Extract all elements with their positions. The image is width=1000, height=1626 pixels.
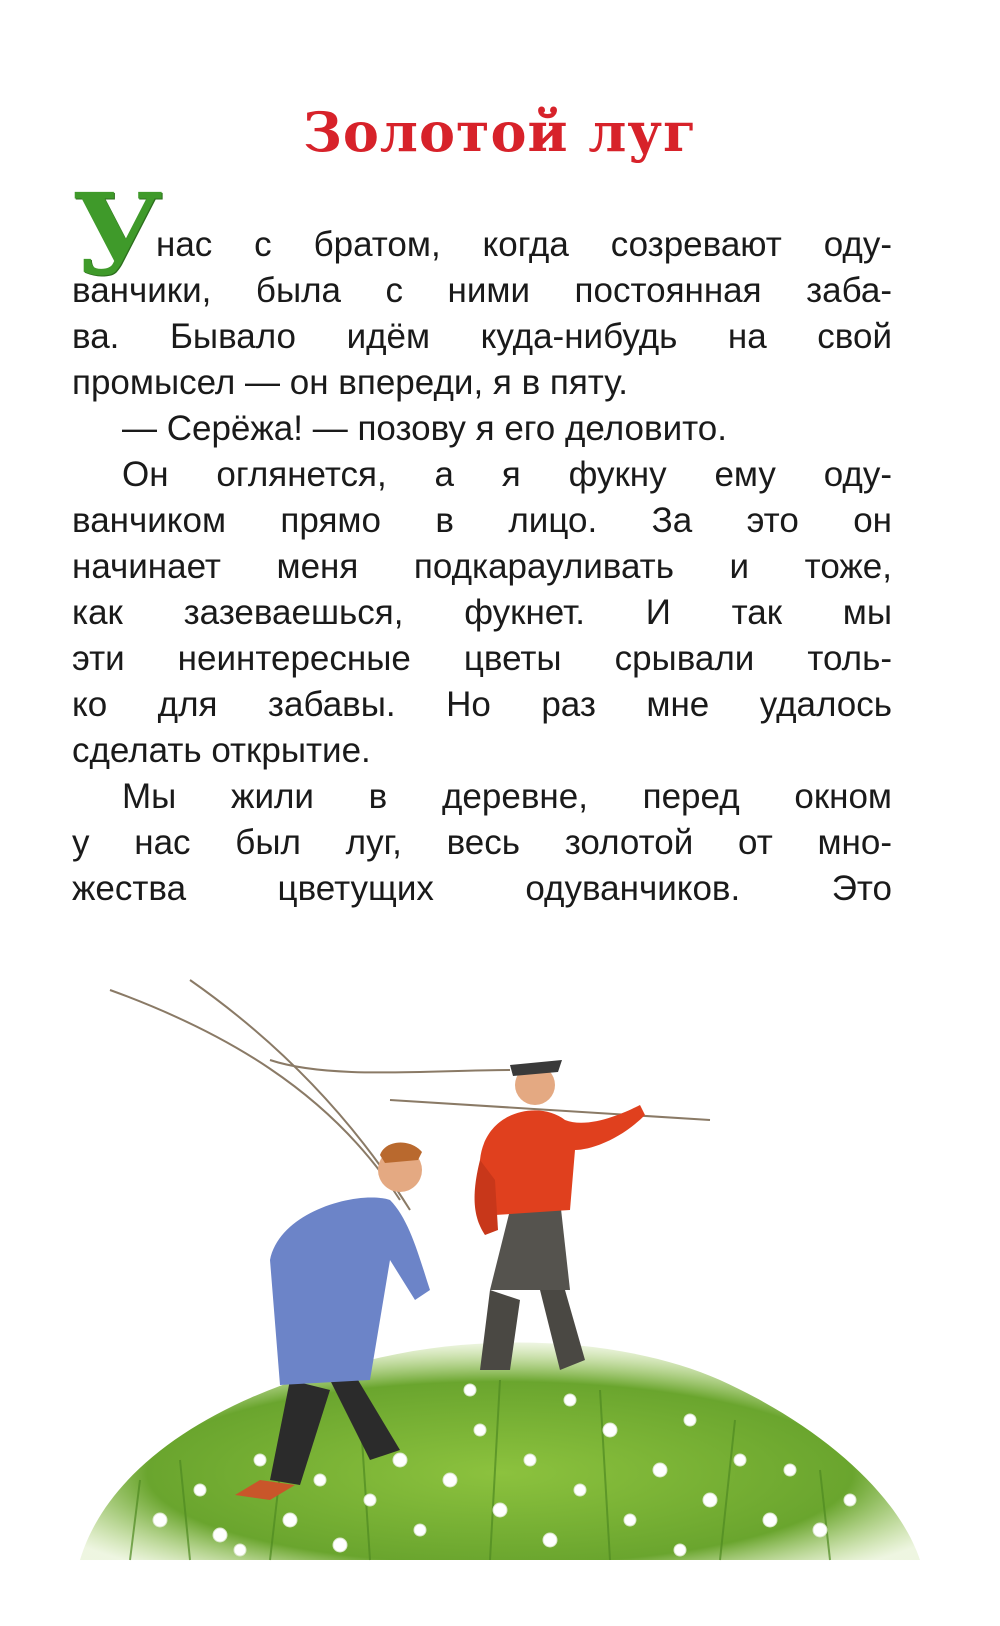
text-line: ванчики, была с ними постоянная заба- — [72, 271, 892, 310]
meadow-illustration — [70, 960, 930, 1600]
drop-cap: У — [72, 170, 163, 301]
text-line: как зазеваешься, фукнет. И так мы — [72, 593, 892, 632]
text-line: Мы жили в деревне, перед окном — [122, 777, 892, 816]
story-text — [72, 170, 892, 912]
text-line: ко для забавы. Но раз мне удалось — [72, 685, 892, 724]
text-line: начинает меня подкарауливать и тоже, — [72, 547, 892, 586]
text-line: — Серёжа! — позову я его деловито. — [122, 409, 727, 448]
text-line: промысел — он впереди, я в пяту. — [72, 363, 628, 402]
page-title: Золотой луг — [302, 100, 698, 164]
text-line: жества цветущих одуванчиков. Это — [72, 869, 892, 908]
text-line: ва. Бывало идём куда-нибудь на свой — [72, 317, 892, 356]
text-line: ванчиком прямо в лицо. За это он — [72, 501, 892, 540]
text-line: у нас был луг, весь золотой от мно- — [72, 823, 892, 862]
text-line: эти неинтересные цветы срывали толь- — [72, 639, 892, 678]
text-line: сделать открытие. — [72, 731, 371, 770]
text-line: У нас с братом, когда созревают оду- — [72, 170, 892, 301]
text-line: Он оглянется, а я фукну ему оду- — [122, 455, 892, 494]
